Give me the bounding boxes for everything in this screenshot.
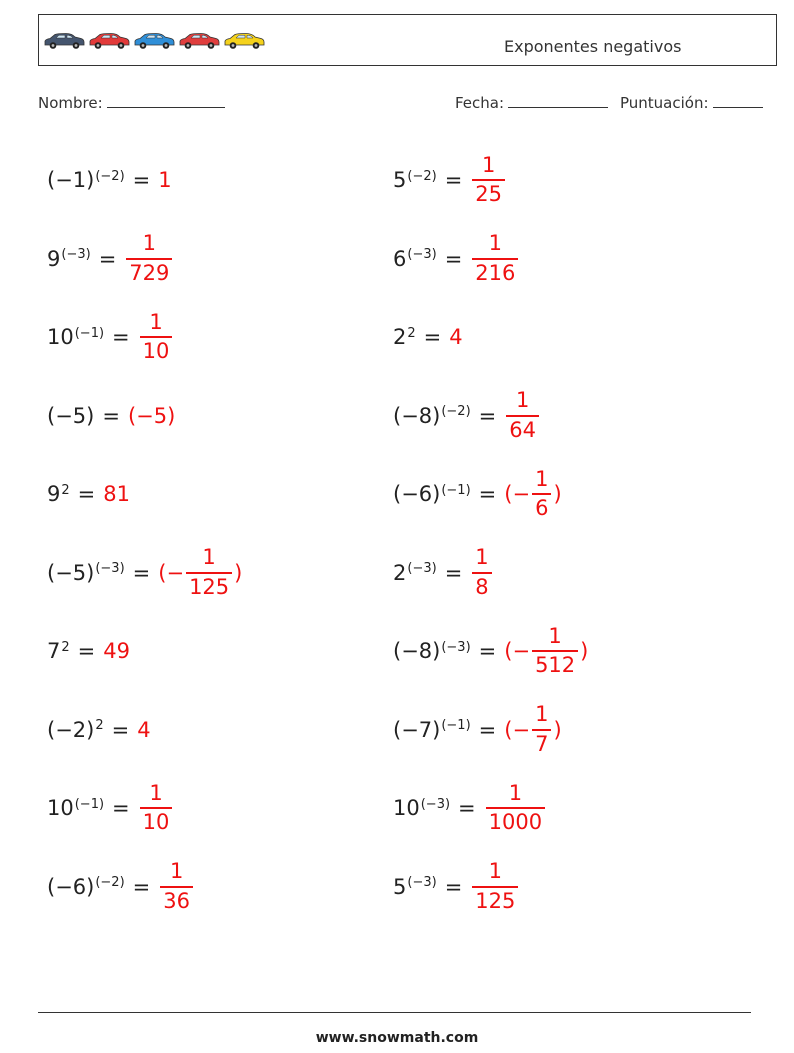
answer-value: 49 <box>103 639 130 663</box>
problem-answer <box>158 546 242 598</box>
problem-base: (−6) <box>47 874 95 899</box>
date-label: Fecha: <box>455 94 505 112</box>
car-icon <box>222 31 266 51</box>
problem-answer <box>103 639 130 663</box>
fraction-denominator: 25 <box>472 179 505 206</box>
answer-fraction <box>472 546 491 598</box>
fraction-numerator: 1 <box>535 466 549 491</box>
score-field <box>620 93 763 112</box>
problem-answer <box>484 782 547 834</box>
answer-fraction <box>486 782 545 834</box>
fraction-numerator: 1 <box>475 545 489 570</box>
problem-item <box>47 302 174 372</box>
problem-base: (−6) <box>393 482 441 506</box>
problem-answer <box>138 311 175 363</box>
problem-exponent: (−1) <box>74 796 105 812</box>
answer-value: 4 <box>449 325 463 349</box>
answer-fraction <box>472 860 518 912</box>
problem-answer <box>138 782 175 834</box>
equals-sign: = <box>112 325 130 349</box>
problem-answer <box>128 404 175 428</box>
problem-exponent: (−2) <box>407 168 437 184</box>
problem-exponent: (−1) <box>441 718 471 733</box>
score-blank <box>713 93 763 108</box>
problem-base: 5 <box>393 874 407 899</box>
problem-item <box>393 145 507 215</box>
problem-answer <box>470 546 493 598</box>
problem-base: 7 <box>47 639 61 663</box>
problem-answer <box>449 325 462 349</box>
fraction-denominator: 512 <box>532 650 578 677</box>
fraction-denominator: 6 <box>532 493 551 520</box>
problem-answer <box>504 389 541 441</box>
answer-fraction <box>506 389 539 441</box>
answer-value: 1 <box>158 168 172 192</box>
answer-suffix: ) <box>234 560 243 585</box>
problem-item <box>393 459 562 529</box>
problem-item <box>47 459 130 529</box>
problem-base: 2 <box>393 560 407 585</box>
problem-answer <box>158 168 171 192</box>
problem-exponent: (−2) <box>441 404 471 419</box>
problem-exponent: (−2) <box>95 875 125 890</box>
problem-exponent: (−3) <box>441 639 471 655</box>
fraction-denominator: 10 <box>140 807 173 834</box>
problem-base: 5 <box>393 168 407 192</box>
answer-prefix: (− <box>504 717 531 742</box>
equals-sign: = <box>423 325 442 349</box>
score-label: Puntuación: <box>620 94 709 112</box>
problem-exponent: (−3) <box>407 247 437 262</box>
problem-answer <box>158 860 195 912</box>
equals-sign: = <box>444 246 463 271</box>
equals-sign: = <box>478 639 497 663</box>
problem-base: 6 <box>393 246 407 271</box>
equals-sign: = <box>444 560 463 585</box>
problem-answer <box>504 625 588 677</box>
problem-item <box>393 302 463 372</box>
fraction-denominator: 125 <box>186 572 232 599</box>
equals-sign: = <box>444 168 463 192</box>
fraction-denominator: 729 <box>126 258 172 285</box>
problem-answer <box>470 860 520 912</box>
fraction-numerator: 1 <box>515 388 530 413</box>
answer-fraction <box>472 154 505 206</box>
answer-fraction <box>532 625 578 677</box>
fraction-denominator: 1000 <box>486 807 545 834</box>
answer-value: 4 <box>137 717 151 742</box>
problem-base: 9 <box>47 482 61 506</box>
fraction-denominator: 7 <box>532 729 551 756</box>
problem-item <box>393 773 547 843</box>
fraction-numerator: 1 <box>149 309 163 334</box>
equals-sign: = <box>478 717 497 742</box>
answer-fraction <box>140 782 173 834</box>
problem-exponent: 2 <box>61 482 70 498</box>
problem-base: 9 <box>47 246 61 271</box>
equals-sign: = <box>478 403 497 428</box>
equals-sign: = <box>132 874 151 899</box>
fraction-numerator: 1 <box>488 231 503 256</box>
equals-sign: = <box>132 168 151 192</box>
problem-base: 10 <box>47 796 74 820</box>
fraction-numerator: 1 <box>202 545 216 570</box>
car-icon <box>177 31 221 51</box>
problem-item <box>47 773 174 843</box>
fraction-denominator: 10 <box>140 336 173 363</box>
problem-item <box>393 852 520 922</box>
equals-sign: = <box>98 246 117 271</box>
problem-exponent: (−3) <box>95 561 125 576</box>
problem-base: (−8) <box>393 639 441 663</box>
problem-exponent: (−3) <box>420 796 451 812</box>
answer-value: 81 <box>103 482 130 506</box>
problem-exponent: (−2) <box>95 168 125 184</box>
car-icon <box>42 31 86 51</box>
answer-value: (−5) <box>127 403 176 428</box>
problem-item <box>393 538 494 608</box>
problem-base: 2 <box>393 325 407 349</box>
problem-answer <box>470 154 507 206</box>
fraction-numerator: 1 <box>149 780 163 805</box>
problem-answer <box>504 468 561 520</box>
fraction-numerator: 1 <box>488 859 503 884</box>
answer-fraction <box>126 232 172 284</box>
problem-base: (−5) <box>47 403 95 428</box>
problem-base: (−8) <box>393 403 441 428</box>
worksheet-header <box>38 14 777 66</box>
problem-base: (−1) <box>47 168 95 192</box>
car-icon <box>132 31 176 51</box>
problem-item <box>393 224 520 294</box>
equals-sign: = <box>111 717 130 742</box>
problem-base: 10 <box>47 325 74 349</box>
fraction-numerator: 1 <box>535 702 549 727</box>
problem-exponent: (−3) <box>407 561 437 576</box>
fraction-denominator: 8 <box>472 572 491 599</box>
problem-answer <box>124 232 174 284</box>
date-blank <box>508 93 608 108</box>
problem-base: (−7) <box>393 717 441 742</box>
equals-sign: = <box>444 874 463 899</box>
equals-sign: = <box>102 403 120 428</box>
fraction-denominator: 64 <box>506 415 539 442</box>
date-field <box>455 93 608 112</box>
equals-sign: = <box>132 560 151 585</box>
answer-suffix: ) <box>580 639 589 663</box>
problem-item <box>47 145 172 215</box>
answer-fraction <box>532 703 551 755</box>
problem-item <box>47 538 242 608</box>
problem-exponent: (−1) <box>441 482 471 498</box>
answer-fraction <box>186 546 232 598</box>
answer-suffix: ) <box>553 717 562 742</box>
equals-sign: = <box>112 796 130 820</box>
problem-item <box>393 616 588 686</box>
problem-answer <box>137 718 150 742</box>
car-icon <box>87 31 131 51</box>
problem-exponent: (−1) <box>74 325 105 341</box>
equals-sign: = <box>77 482 96 506</box>
problem-answer <box>103 482 130 506</box>
answer-prefix: (− <box>504 639 531 663</box>
problem-exponent: 2 <box>61 639 70 655</box>
problem-exponent: (−3) <box>407 875 437 890</box>
problem-exponent: (−3) <box>61 247 91 262</box>
fraction-denominator: 125 <box>472 886 518 913</box>
problem-base: (−5) <box>47 560 95 585</box>
problem-item <box>393 695 562 765</box>
problem-base: (−2) <box>47 717 95 742</box>
name-field <box>38 93 225 112</box>
problem-exponent: 2 <box>407 325 416 341</box>
answer-fraction <box>160 860 193 912</box>
equals-sign: = <box>458 796 476 820</box>
problem-exponent: 2 <box>95 718 104 733</box>
answer-fraction <box>140 311 173 363</box>
problem-answer <box>470 232 520 284</box>
fraction-numerator: 1 <box>169 859 184 884</box>
name-blank <box>107 93 225 108</box>
problem-item <box>47 852 195 922</box>
problem-item <box>47 695 151 765</box>
answer-prefix: (− <box>504 482 531 506</box>
worksheet-title: Exponentes negativos <box>504 37 682 56</box>
fraction-numerator: 1 <box>548 623 562 648</box>
fraction-numerator: 1 <box>508 780 523 805</box>
answer-fraction <box>532 468 551 520</box>
fraction-numerator: 1 <box>142 231 157 256</box>
name-label: Nombre: <box>38 94 103 112</box>
fraction-denominator: 216 <box>472 258 518 285</box>
fraction-numerator: 1 <box>481 152 496 177</box>
problem-base: 10 <box>393 796 420 820</box>
equals-sign: = <box>77 639 96 663</box>
problem-answer <box>504 703 561 755</box>
answer-suffix: ) <box>553 482 562 506</box>
problem-item <box>47 381 175 451</box>
answer-fraction <box>472 232 518 284</box>
equals-sign: = <box>478 482 497 506</box>
footer-url: www.snowmath.com <box>315 1030 479 1046</box>
fraction-denominator: 36 <box>160 886 193 913</box>
footer-divider <box>38 1012 751 1013</box>
problem-item <box>393 381 541 451</box>
answer-prefix: (− <box>158 560 185 585</box>
problem-item <box>47 224 174 294</box>
problem-item <box>47 616 130 686</box>
